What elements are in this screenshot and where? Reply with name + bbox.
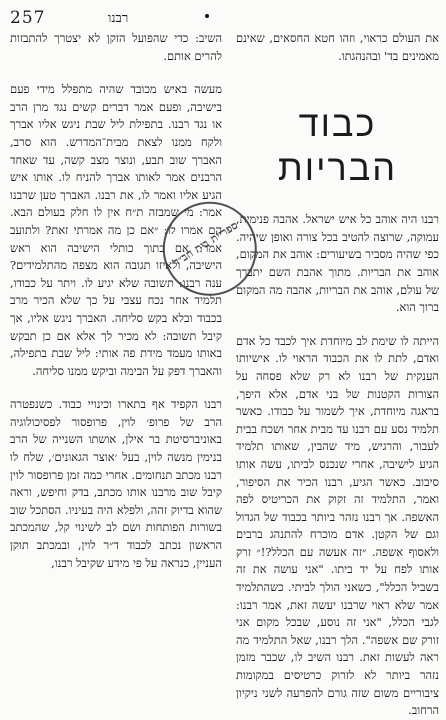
page-number: 257 (10, 8, 46, 28)
page-header (0, 6, 446, 28)
section-title: כבוד הבריות (277, 104, 398, 190)
stamp-text: ספריית בית חב״ד (170, 218, 241, 269)
right-column (236, 30, 439, 718)
paragraph-gap (10, 65, 222, 81)
paragraph: רבנו היה אוהב כל איש ישראל. אהבה פנימית, עמוקה, שרוצה להטיב בכל צורה ואופן שיהיה. כפי שהיה מסביר בשיעורים: אוהב את המקום, אוהב את הבריות. מתוך אהבת השם יתברך של עולם, אוהב את הבריות, אהבה מה המקום ברוך הוא. (236, 212, 439, 315)
running-head: רבנו (108, 11, 129, 26)
paragraph: מעשה באיש מכובד שהיה מתפלל מידי פעם בישיבה, ופעם אמר דברים קשים נגד מרן הרב או נגד רבנו. בתפילת ליל שבת ניגש אליו אברך ולקח ממנו לצאת מבית־המדרש. הוא סרב, האברך שוב תבע, ונוצר מצב קשה, עד שאחד הרבנים אמר לאותו אברך להניח לו. אותו איש הגיע אליו ואמר לו, את רבנו. האברך טען שרבנו אמר: מי שמבזה ת״ח אין לו חלק בעולם הבא. הם אמרו לו: ״אם כן מה אמרתי זאת? ולתועב אמר: אם בתוך כותלי הישיבה הוא ראש הישיבה, ולאיזו תגובה הוא מצפה מהתלמידים? ענה רבנו: תשובה שלא יגיע לו. ויתר על כבודו, תלמיד אחר נכח עצבי על כך שלא הכיר מרב בכבוד ובלא בקש סליחה. האברך ניגש אליו, אך קיבל תשובה: לא מכיר לך אלא אם כן תבקש באותו מעמד מידת פה אותי: ליל שבת בתפילה, והאברך דפק על הבימה וביקש ממנו סליחה. (10, 82, 222, 378)
paragraph-gap (10, 380, 222, 396)
intro-paragraph: את העולם כראוי, וזהו חטא החסאים, שאינם מאמינים בד' ובהנהגתו. (236, 31, 439, 63)
ink-dot (205, 14, 209, 18)
paragraph: רבנו הקפיד אף בתארו וכינויי כבוד. כשנפטרה הרב של פרופ׳ לוין, פרופסור לפסיכולוגיה באוניברסיטת בר אילן, אושתו השנייה של הרב בנימין מנשה לוין, בעל ׳אוצר הגאונים׳, שלח לו רבנו מכתב תנחומים. אחרי כמה זמן פרופסור לוין קיבל שוב מרבנו אותו מכתב, בדק וחיפש, וראה שהוא בדיוק זהה, ולפלא היה בעיניו. הסתכל שוב בשורות הפותחות ושם לב לשינוי קל, שהמכתב הראשון נכתב לכבוד ד״ר לוין, ובמכתב תוקן העניין, כנראה על פי מידע שקיבל רבנו, (9, 397, 222, 570)
paragraph: השיב: כדי שהפועל הזקן לא יצטרך להתבזות להרים אותם. (10, 31, 222, 63)
paragraph: הייתה לו שימת לב מיוחדת איך לכבד כל אדם ואדם, לתת לו את הכבוד הראוי לו. אישיותו הענקית של רבנו לא רק שלא פסחה על הצורות הקטנות של בני אדם, אלא היפך, בראגה מיוחדת, איך לשמור על כבודו. כאשר תלמיד נסע עם רבנו עד מבית אחר ושכח בבית לעבור, והרגיש, מיד שהבין, שאותו תלמיד הגיע לישיבה, אחרי שנכנס לביתו, עשה אותו סיבוב. כאשר הגיע, רבנו הכיר את הסיפור, ואמר, התלמיד זה זקוק את הכריטיס לפה האשפה. אך רבנו נזהר ביותר בכבוד של הגדול וגם של הקטן. אדם מוכרח להתנהג ברבים ולאסוף אשפה. ״זה אעשה עם הכלל?!״ זרק אותו לפח על יד ביתו. "אני עושה את זה בשביל הכלל", כשאני הולך לביתי. כשהתלמיד אמר שלא ראוי שרבנו יעשה זאת, אמר רבנו: לגבי הכלל, "אני זה נוסע, שבכל מקום אני זורק שם אשפה". הלך רבנו, שאל התלמיד מה ראה לעשות זאת. רבנו השיב לו, שכבר מזמן נזהר ביותר לא לזרוק כרטיסים במקומות ציבוריים משום שזה גורם להפרעה לשני ניקיון הרחוב. (236, 333, 439, 718)
paragraph-gap (236, 317, 439, 333)
